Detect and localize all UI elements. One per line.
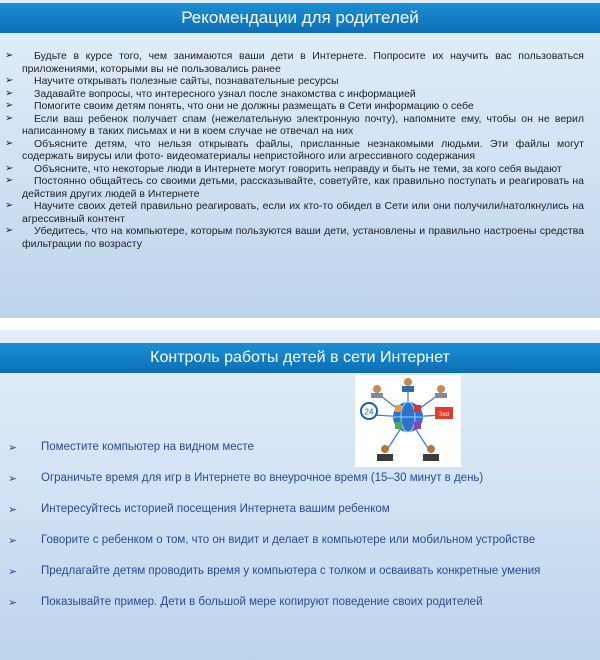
list-item — [0, 88, 600, 101]
slide-title-banner — [0, 343, 600, 373]
list-item — [0, 564, 600, 595]
bullet-arrow-icon: ➢ — [8, 566, 18, 578]
list-item — [0, 75, 600, 88]
list-item — [0, 50, 600, 75]
list-item — [0, 163, 600, 176]
list-item-text: Интересуйтесь историей посещения Интернета вашим ребенком — [41, 503, 390, 515]
recommendation-list — [0, 50, 600, 250]
slide-title-banner — [0, 3, 600, 33]
app-tile-icon — [395, 405, 402, 412]
list-item — [0, 225, 600, 250]
list-item — [0, 502, 600, 533]
laptop-icon — [402, 386, 414, 392]
bullet-arrow-icon: ➢ — [5, 100, 14, 111]
bullet-arrow-icon: ➢ — [8, 473, 18, 485]
list-item-text: Убедитесь, что на компьютере, которым пользуются ваши дети, установлены и правильно настроены средства фильтрации по возрасту — [22, 225, 584, 250]
video-tile-text: 3ed — [438, 412, 450, 418]
bullet-arrow-icon: ➢ — [5, 175, 14, 186]
list-item-text: Научите открывать полезные сайты, познавательные ресурсы — [34, 75, 339, 87]
list-item — [0, 138, 600, 163]
list-item-text: Поместите компьютер на видном месте — [41, 441, 254, 453]
list-item — [0, 100, 600, 113]
list-item-text: Если ваш ребенок получает спам (нежелательную электронную почту), напомните ему, чтобы он не верил написанному в таких письмах и ни в коем случае не отвечал на них — [22, 112, 584, 137]
bullet-arrow-icon: ➢ — [8, 597, 18, 609]
bullet-arrow-icon: ➢ — [5, 225, 14, 236]
slide-child-control — [0, 330, 600, 660]
slide-parent-recommendations — [0, 0, 600, 318]
bullet-arrow-icon: ➢ — [5, 75, 14, 86]
list-item — [0, 175, 600, 200]
list-item-text: Ограничьте время для игр в Интернете во внеурочное время (15–30 минут в день) — [41, 472, 484, 484]
control-tips-list — [0, 440, 600, 626]
person-icon — [404, 378, 412, 386]
slide-title: Контроль работы детей в сети Интернет — [150, 349, 450, 366]
bullet-arrow-icon: ➢ — [5, 137, 14, 149]
list-item — [0, 200, 600, 225]
list-item — [0, 440, 600, 471]
list-item-text: Говорите с ребенком о том, что он видит и делает в компьютере или мобильном устройстве — [41, 534, 536, 546]
list-item-text: Помогите своим детям понять, что они не должны размещать в Сети информацию о себе — [34, 100, 474, 112]
person-icon — [437, 385, 445, 393]
list-item-text: Предлагайте детям проводить время у компьютера с толком и осваивать конкретные умения — [41, 565, 541, 577]
bullet-arrow-icon: ➢ — [8, 535, 18, 547]
bullet-arrow-icon: ➢ — [8, 504, 18, 516]
bullet-arrow-icon: ➢ — [5, 87, 14, 99]
app-tile-icon — [395, 422, 402, 429]
bullet-arrow-icon: ➢ — [8, 442, 18, 454]
age-badge-text: 24 — [364, 407, 374, 417]
list-item — [0, 471, 600, 502]
list-item — [0, 533, 600, 564]
list-item-text: Научите своих детей правильно реагировать, если их кто-то обидел в Сети или они получили/натолкнулись на агрессивный контент — [22, 200, 584, 225]
bullet-arrow-icon: ➢ — [5, 50, 14, 61]
slide-title: Рекомендации для родителей — [181, 8, 419, 27]
app-tile-icon — [414, 422, 421, 429]
person-icon — [373, 385, 381, 393]
list-item-text: Задавайте вопросы, что интересного узнал после знакомства с информацией — [34, 87, 416, 100]
laptop-icon — [435, 393, 447, 398]
list-item-text: Будьте в курсе того, чем занимаются ваши дети в Интернете. Попросите их научить вас пользоваться приложениями, которыми вы не пользовались ранее — [22, 50, 584, 75]
bullet-arrow-icon: ➢ — [5, 162, 14, 174]
list-item — [0, 113, 600, 138]
list-item-text: Показывайте пример. Дети в большой мере копируют поведение своих родителей — [41, 596, 483, 608]
bullet-arrow-icon: ➢ — [5, 112, 14, 124]
app-tile-icon — [414, 405, 421, 412]
list-item-text: Постоянно общайтесь со своими детьми, рассказывайте, советуйте, как правильно поступать и реагировать на действия других людей в Интернете — [22, 175, 584, 200]
bullet-arrow-icon: ➢ — [5, 200, 14, 211]
laptop-icon — [371, 393, 383, 398]
list-item-text: Объясните детям, что нельзя открывать файлы, присланные незнакомыми людьми. Эти файлы могут содержать вирусы или фото- видеоматериалы непристойного или агрессивного содержания — [22, 137, 584, 162]
list-item — [0, 595, 600, 626]
list-item-text: Объясните, что некоторые люди в Интернете могут говорить неправду и быть не теми, за кого себя выдают — [34, 162, 562, 175]
